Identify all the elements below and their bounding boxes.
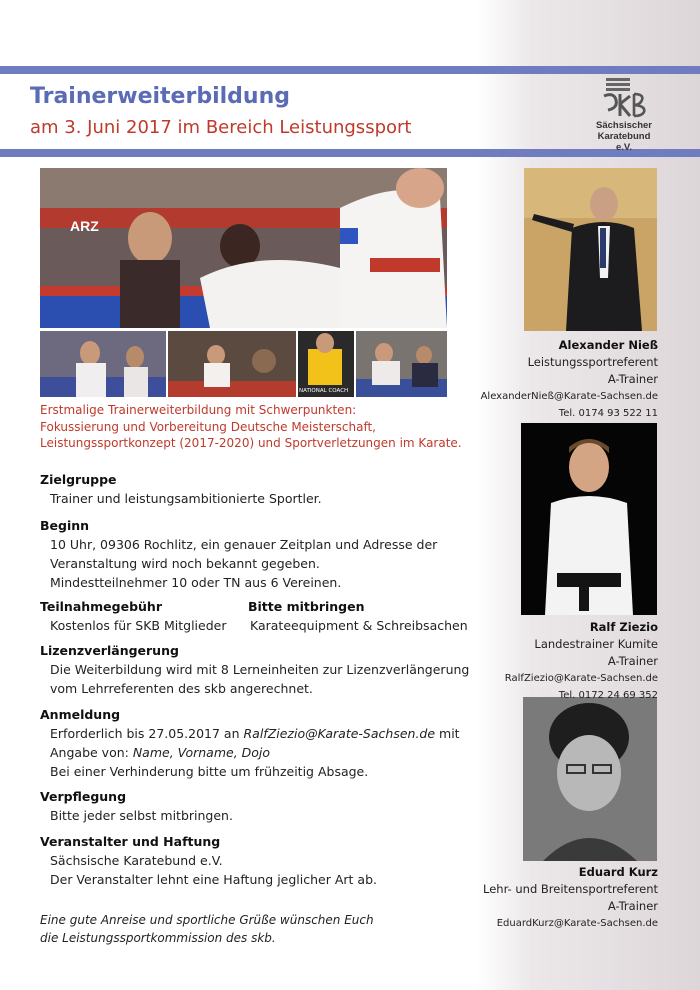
section-line: Die Weiterbildung wird mit 8 Lerneinheiten zur Lizenzverlängerung	[50, 662, 470, 677]
karate-fight-photo	[40, 168, 447, 328]
contact-ralf-ziezio	[478, 619, 658, 704]
ralf-ziezio-photo	[521, 423, 657, 615]
section-line: Trainer und leistungsambitionierte Sportler.	[50, 491, 322, 506]
intro-line-1: Erstmalige Trainerweiterbildung mit Schwerpunkten:	[40, 403, 357, 417]
section-heading: Anmeldung	[40, 707, 121, 722]
contact-role: Lehr- und Breitensportreferent	[483, 882, 658, 896]
section-line: Mindestteilnehmer 10 oder TN aus 6 Vereinen.	[50, 575, 342, 590]
logo-text-line-2: Karatebund e.V.	[597, 131, 651, 153]
contact-name: Eduard Kurz	[578, 865, 658, 879]
section-heading: Lizenzverlängerung	[40, 643, 179, 658]
karate-thumbnail-4	[356, 331, 447, 397]
intro-line-3: Leistungssportkonzept (2017-2020) und Sportverletzungen im Karate.	[40, 436, 462, 450]
contact-role: Landestrainer Kumite	[534, 637, 658, 651]
contact-name: Alexander Nieß	[558, 338, 658, 352]
intro-line-2: Fokussierung und Vorbereitung Deutsche Meisterschaft,	[40, 419, 376, 434]
eduard-kurz-photo	[523, 697, 657, 861]
section-veranstalter	[40, 832, 377, 889]
page-subtitle: am 3. Juni 2017 im Bereich Leistungssport	[30, 117, 412, 138]
section-line: Kostenlos für SKB Mitglieder	[50, 618, 227, 633]
section-line: Bitte jeder selbst mitbringen.	[50, 808, 233, 823]
closing-text	[40, 911, 374, 947]
contact-phone: Tel. 0172 24 69 352	[558, 690, 658, 701]
contact-email[interactable]: RalfZiezio@Karate-Sachsen.de	[504, 673, 658, 684]
section-line: vom Lehrreferenten des skb angerechnet.	[50, 681, 313, 696]
anmeldung-fields: Name, Vorname, Dojo	[132, 745, 271, 760]
section-heading: Veranstalter und Haftung	[40, 834, 221, 849]
anmeldung-prefix: Erforderlich bis 27.05.2017 an	[50, 726, 244, 741]
contact-alexander-niess	[478, 337, 658, 422]
anmeldung-suffix: mit	[435, 726, 460, 741]
contact-name: Ralf Ziezio	[589, 620, 658, 634]
section-line: Der Veranstalter lehnt eine Haftung jeglicher Art ab.	[50, 872, 377, 887]
contact-license: A-Trainer	[607, 654, 658, 668]
section-heading: Verpflegung	[40, 789, 127, 804]
contact-phone: Tel. 0174 93 522 11	[558, 408, 658, 419]
section-beginn	[40, 516, 437, 592]
banner-text: ARZ	[70, 218, 99, 234]
section-anmeldung	[40, 705, 460, 781]
section-heading: Zielgruppe	[40, 472, 117, 487]
header-band-top	[0, 66, 700, 74]
karatebund-logo-icon	[600, 76, 648, 126]
anmeldung-fields-prefix: Angabe von:	[50, 745, 133, 760]
section-lizenzverlaengerung	[40, 641, 469, 698]
karate-thumbnail-2	[168, 331, 296, 397]
section-line	[40, 743, 460, 762]
contact-license: A-Trainer	[607, 899, 658, 913]
section-teilnahmegebuehr	[40, 597, 226, 635]
section-heading: Beginn	[40, 518, 90, 533]
closing-line-2: die Leistungssportkommission des skb.	[40, 931, 276, 945]
section-heading: Bitte mitbringen	[248, 599, 365, 614]
section-line: Bei einer Verhinderung bitte um frühzeitig Absage.	[50, 764, 369, 779]
contact-license: A-Trainer	[607, 372, 658, 386]
closing-line-1: Eine gute Anreise und sportliche Grüße wünschen Euch	[40, 913, 374, 927]
section-line: Veranstaltung wird noch bekannt gegeben.	[50, 556, 320, 571]
section-mitbringen	[248, 597, 468, 635]
karate-thumbnail-3	[298, 331, 354, 397]
karate-thumbnail-1	[40, 331, 166, 397]
section-line: Karateequipment & Schreibsachen	[250, 618, 468, 633]
contact-email[interactable]: AlexanderNieß@Karate-Sachsen.de	[480, 391, 658, 402]
section-verpflegung	[40, 787, 233, 825]
national-coach-caption: NATIONAL COACH	[299, 388, 349, 394]
section-line: 10 Uhr, 09306 Rochlitz, ein genauer Zeitplan und Adresse der	[50, 537, 438, 552]
section-heading: Teilnahmegebühr	[40, 599, 162, 614]
intro-text	[40, 402, 470, 452]
contact-eduard-kurz	[478, 864, 658, 932]
contact-role: Leistungssportreferent	[527, 355, 658, 369]
section-line	[40, 724, 460, 743]
contact-email[interactable]: EduardKurz@Karate-Sachsen.de	[496, 918, 658, 929]
logo-text-line-1: Sächsischer	[596, 120, 652, 131]
page-title: Trainerweiterbildung	[30, 84, 290, 109]
section-zielgruppe	[40, 470, 322, 508]
skb-logo	[592, 74, 656, 153]
anmeldung-email-link[interactable]: RalfZiezio@Karate-Sachsen.de	[243, 726, 436, 741]
section-line: Sächsische Karatebund e.V.	[50, 853, 223, 868]
alexander-niess-photo	[524, 168, 657, 331]
